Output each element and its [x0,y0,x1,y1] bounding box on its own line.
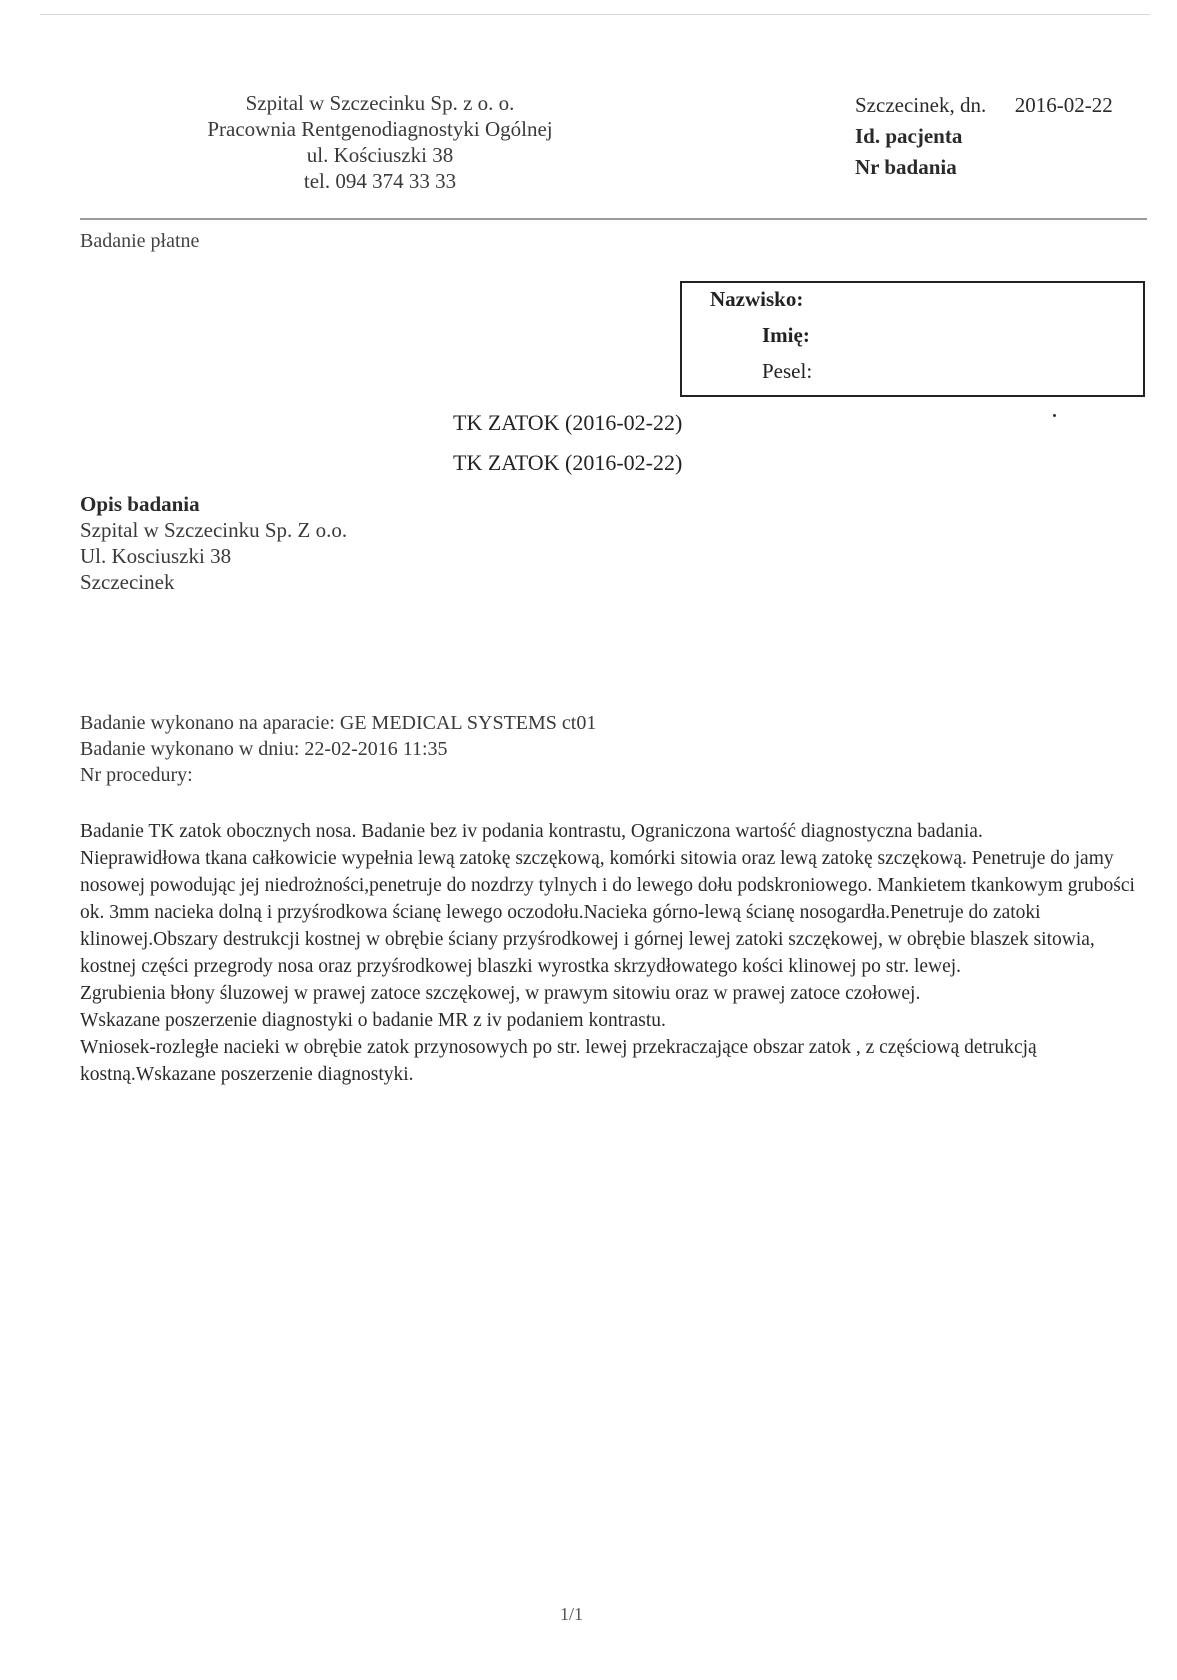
report-paragraph: Nieprawidłowa tkana całkowicie wypełnia lewą zatokę szczękową, komórki sitowia oraz lewą zatokę szczękową. Penetruje do jamy nosowej powodując jej niedrożności,penetruje do nozdrzy tylnych i do lewego dołu podskroniowego. Mankietem tkankowym grubości ok. 3mm nacieka dolną i przyśrodkowa ścianę lewego oczodołu.Nacieka górno-lewą ścianę nosogardła.Penetruje do zatoki klinowej.Obszary destrukcji kostnej w obrębie ściany przyśrodkowej i górnej lewej zatoki szczękowej, w obrębie blaszek sitowia, kostnej części przegrody nosa oraz przyśrodkowej blaszki wyrostka skrzydłowatego kości klinowej po str. lewej. [80,848,1135,977]
exam-title-repeat: TK ZATOK (2016-02-22) [453,450,683,475]
exam-datetime-line: Badanie wykonano w dniu: 22-02-2016 11:35 [80,738,448,760]
description-line: Szczecinek [80,570,175,594]
report-paragraph: Wskazane poszerzenie diagnostyki o badanie MR z iv podaniem kontrastu. [80,1010,666,1031]
device-line: Badanie wykonano na aparacie: GE MEDICAL SYSTEMS ct01 [80,712,597,734]
procedure-number-line: Nr procedury: [80,764,193,786]
description-heading: Opis badania [80,492,200,516]
patient-id-label: Id. pacjenta [855,124,963,148]
hospital-phone: tel. 094 374 33 33 [303,169,457,193]
scan-speck [1053,414,1056,417]
scan-top-edge [40,14,1150,15]
hospital-header [180,90,580,194]
pesel-label: Pesel: [762,359,813,383]
report-paragraph: Wniosek-rozległe nacieki w obrębie zatok przynosowych po str. lewej przekraczające obszar zatok , z częściową detrukcją kostną.Wskazane poszerzenie diagnostyki. [80,1037,1037,1085]
paid-exam-label: Badanie płatne [80,230,200,252]
patient-info-box [680,281,1145,397]
report-meta [855,90,1113,183]
exam-number-label: Nr badania [855,155,957,179]
department-name: Pracownia Rentgenodiagnostyki Ogólnej [207,117,553,141]
report-body [80,818,1155,1088]
description-line: Szpital w Szczecinku Sp. Z o.o. [80,518,348,542]
surname-label: Nazwisko: [710,287,804,311]
name-label: Imię: [762,323,810,347]
page-number: 1/1 [560,1604,584,1624]
hospital-address: ul. Kościuszki 38 [306,143,454,167]
exam-title: TK ZATOK (2016-02-22) [453,410,683,435]
report-date: 2016-02-22 [1014,93,1113,117]
hospital-name: Szpital w Szczecinku Sp. z o. o. [245,91,515,115]
report-paragraph: Zgrubienia błony śluzowej w prawej zatoce szczękowej, w prawym sitowiu oraz w prawej zatoce czołowej. [80,983,921,1004]
city-date-label: Szczecinek, dn. [855,93,987,117]
header-divider [80,218,1147,220]
report-paragraph: Badanie TK zatok obocznych nosa. Badanie bez iv podania kontrastu, Ograniczona wartość diagnostyczna badania. [80,821,983,842]
device-info [80,710,596,788]
description-block [80,491,347,595]
description-line: Ul. Kosciuszki 38 [80,544,232,568]
